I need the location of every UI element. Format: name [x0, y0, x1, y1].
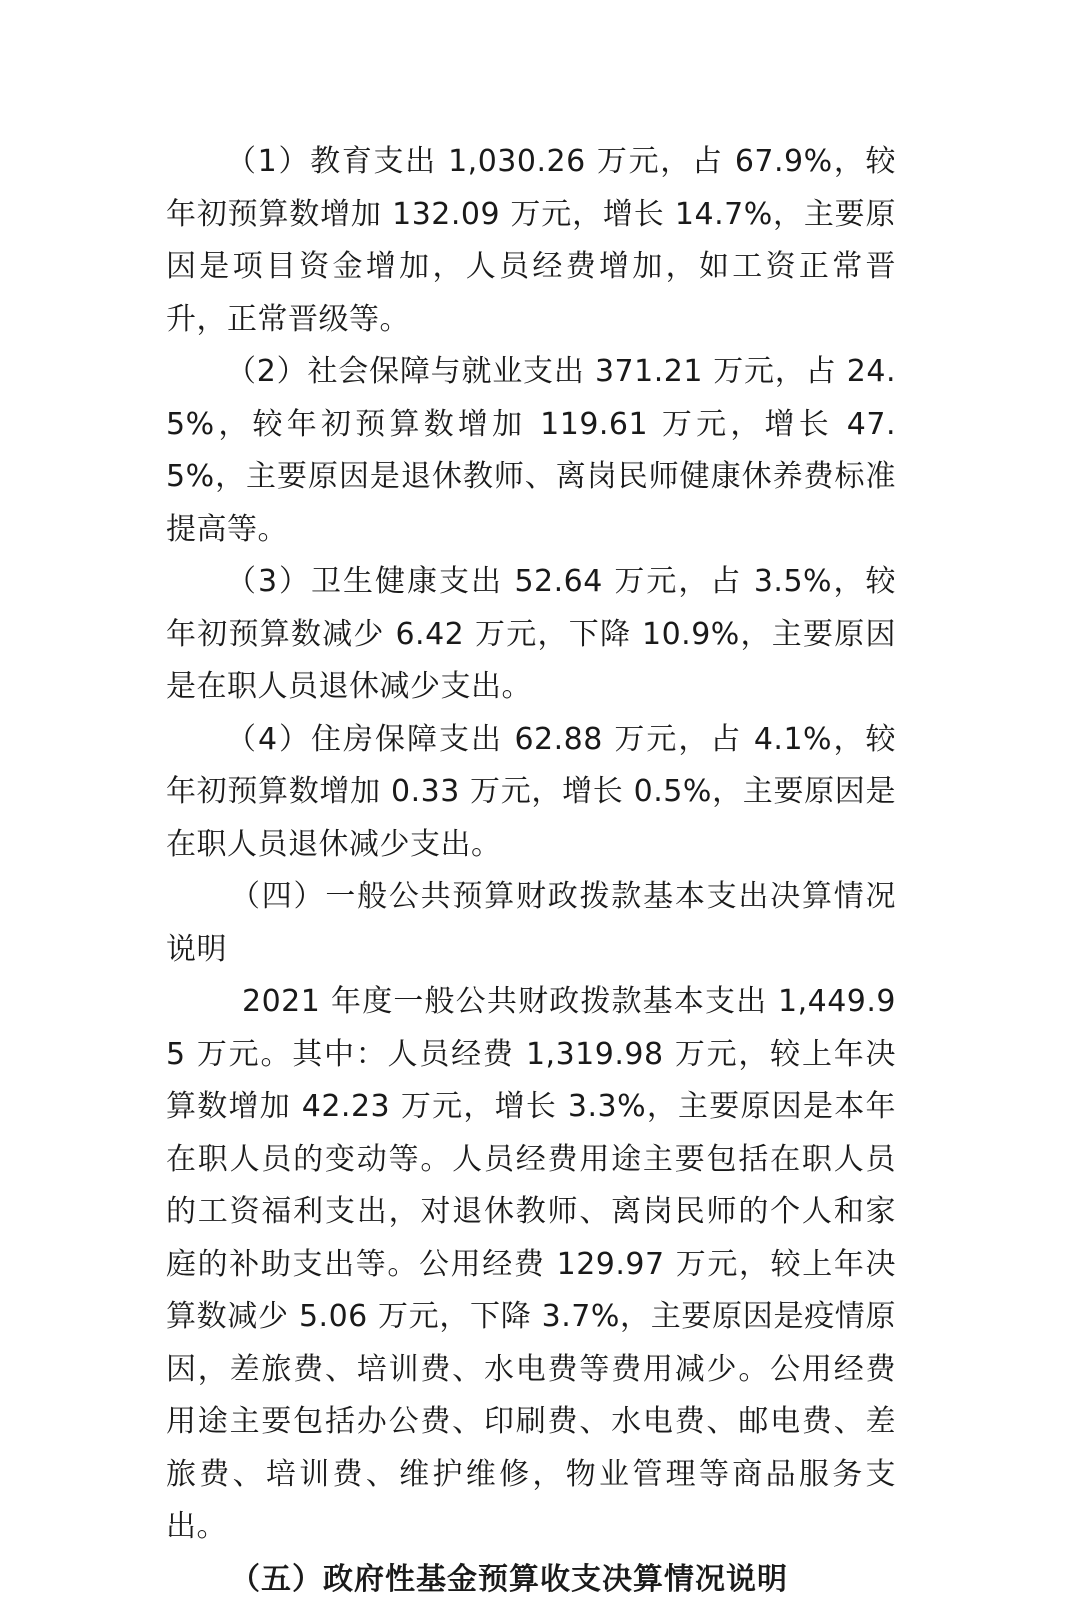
paragraph-housing-expenditure: （4）住房保障支出 62.88 万元，占 4.1%，较年初预算数增加 0.33 万元，增长 0.5%，主要原因是在职人员退休减少支出。	[166, 714, 896, 872]
paragraph-education-expenditure: （1）教育支出 1,030.26 万元，占 67.9%，较年初预算数增加 132.09 万元，增长 14.7%，主要原因是项目资金增加，人员经费增加，如工资正常晋升，正常晋级等。	[166, 136, 896, 346]
document-body	[166, 136, 896, 1606]
section-heading-government-fund: （五）政府性基金预算收支决算情况说明	[166, 1554, 896, 1606]
paragraph-basic-expenditure-detail: 2021 年度一般公共财政拨款基本支出 1,449.95 万元。其中：人员经费 1,319.98 万元，较上年决算数增加 42.23 万元，增长 3.3%，主要原因是本年在职人员的变动等。人员经费用途主要包括在职人员的工资福利支出，对退休教师、离岗民师的个人和家庭的补助支出等。公用经费 129.97 万元，较上年决算数减少 5.06 万元，下降 3.7%，主要原因是疫情原因，差旅费、培训费、水电费等费用减少。公用经费用途主要包括办公费、印刷费、水电费、邮电费、差旅费、培训费、维护维修，物业管理等商品服务支出。	[166, 976, 896, 1554]
paragraph-health-expenditure: （3）卫生健康支出 52.64 万元，占 3.5%，较年初预算数减少 6.42 万元，下降 10.9%，主要原因是在职人员退休减少支出。	[166, 556, 896, 714]
section-heading-basic-expenditure: （四）一般公共预算财政拨款基本支出决算情况说明	[166, 871, 896, 976]
paragraph-social-security-expenditure: （2）社会保障与就业支出 371.21 万元，占 24.5%，较年初预算数增加 119.61 万元，增长 47.5%，主要原因是退休教师、离岗民师健康休养费标准提高等。	[166, 346, 896, 556]
